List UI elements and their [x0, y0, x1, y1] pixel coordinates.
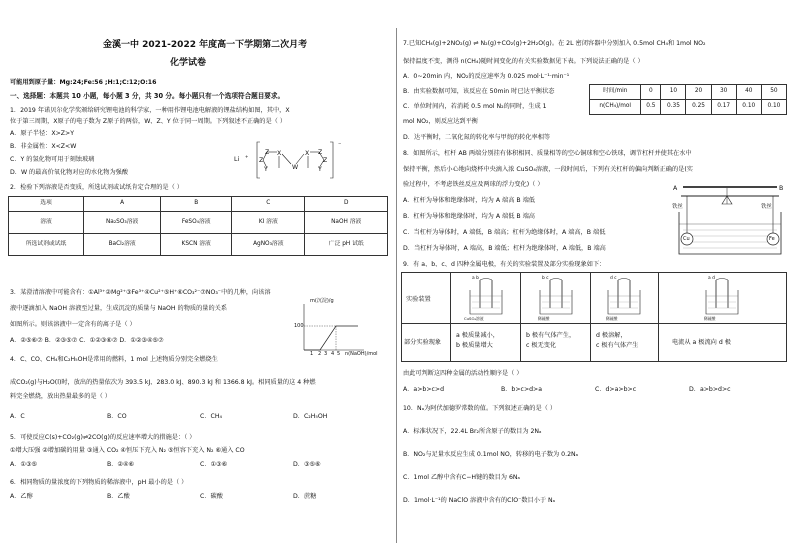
q9-beaker-4	[700, 278, 744, 318]
q1-option-b: B．非金属性：X<Z<W	[10, 143, 77, 150]
q3-options: A．②⑤⑥⑦ B．②③⑤⑦ C．①②③⑥⑦ D．①②③④⑤⑦	[10, 337, 164, 344]
q2-table	[8, 196, 388, 256]
q2-r2c4: 广泛 pH 试纸	[305, 234, 388, 256]
q9-label-device: 实验装置	[406, 296, 431, 303]
q6-option-a: A．乙醇	[10, 493, 33, 500]
q7-h5: 40	[736, 85, 761, 100]
q9-electrodes-4: a d	[708, 276, 715, 281]
q8-option-a: A．杠杆为导体和绝缘体时，均为 A 端高 B 端低	[403, 197, 535, 204]
graph-xtick-2: 2	[318, 351, 322, 357]
q9-label-phenomenon: 部分实验现象	[404, 339, 442, 346]
q7-line2: 保持温度不变，测得 n(CH₄)随时间变化的有关实验数据见下表。下列说法正确的是（ ）	[403, 58, 644, 65]
q6-option-d: D．蔗糖	[293, 493, 317, 500]
q2-r1c4: NaOH 溶液	[305, 212, 388, 234]
q5-option-a: A．①③⑤	[10, 461, 38, 468]
graph-xtick-3: 3	[324, 351, 328, 357]
q5-line2: ①增大压强 ②增加碳的用量 ③通入 CO₂ ④恒压下充入 N₂ ⑤恒容下充入 N₂ ⑥通入 CO	[10, 447, 245, 454]
q7-h3: 20	[686, 85, 711, 100]
q7-r6: 0.10	[761, 100, 786, 115]
q2-row1	[9, 212, 388, 234]
q8-option-d: D．当杠杆为导体时，A 端高，B 端低；杠杆为绝缘体时，A 端低，B 端高	[403, 245, 606, 252]
q10-option-b: B．NO₂与足量水反应生成 0.1mol NO，转移的电子数为 0.2Nₐ	[403, 451, 579, 458]
q9-phenomenon-1: a 极质量减小， b 极质量增大	[456, 332, 499, 349]
q7-h6: 50	[761, 85, 786, 100]
q9-beaker-1	[464, 278, 508, 318]
q7-h2: 10	[661, 85, 686, 100]
q9-line2: 由此可判断这四种金属的活动性顺序是（ ）	[403, 370, 523, 377]
q8-option-c: C．当杠杆为导体时，A 端低，B 端高；杠杆为绝缘体时，A 端高，B 端低	[403, 229, 606, 236]
structure-y2: Y	[318, 166, 322, 173]
fig-cu-ball: Cu	[683, 236, 690, 242]
q7-h1: 0	[641, 85, 661, 100]
q3-line2: 液中逐滴加入 NaOH 溶液至过量，生成沉淀的质量与 NaOH 的物质的量的关系	[10, 305, 228, 312]
structure-li-label: Li	[234, 156, 240, 163]
q2-r1c1: Na₂SO₃溶液	[84, 212, 161, 234]
q9-option-c: C．d>a>b>c	[595, 386, 637, 393]
q2-stem: 2．检验下列溶液是否变质，所选试剂或试纸肯定合理的是（ ）	[10, 184, 183, 191]
q7-r4: 0.17	[711, 100, 736, 115]
q9-beaker-3	[602, 278, 646, 318]
q9-phenomenon-3: d 极溶解， c 极有气体产生	[596, 332, 639, 349]
q10-option-d: D．1mol·L⁻¹的 NaClO 溶液中含有的ClO⁻数目小于 Nₐ	[403, 497, 556, 504]
graph-xlabel: n(NaOH)/mol	[345, 351, 378, 357]
q2-r1c2: FeSO₄溶液	[161, 212, 232, 234]
q9-electrodes-1: a b	[472, 276, 479, 281]
q9-phenomenon-4: 电流从 a 极流向 d 极	[672, 339, 731, 346]
q4-option-b: B．CO	[107, 413, 127, 420]
q9-electrodes-3: d c	[610, 276, 617, 281]
q7-time-row	[590, 85, 787, 100]
q3-precipitate-graph	[292, 298, 372, 358]
column-divider	[396, 28, 397, 543]
q2-r1c3: KI 溶液	[232, 212, 305, 234]
q7-option-d: D．达平衡时，二氧化氮的转化率与甲烷的转化率相等	[403, 134, 551, 141]
structure-li-charge: +	[245, 154, 249, 159]
q7-r3: 0.25	[686, 100, 711, 115]
fig-label-a: A	[673, 185, 678, 192]
q9-option-b: B．b>c>d>a	[501, 386, 543, 393]
q10-option-a: A．标准状况下，22.4L Br₂所含原子的数目为 2Nₐ	[403, 428, 542, 435]
q9-solution-1: CuSO₄溶液	[464, 316, 484, 321]
q10-line1: 10．Nₐ为阿伏加德罗常数的值。下列叙述正确的是（ ）	[403, 405, 557, 412]
structure-z4: Z	[323, 157, 328, 164]
structure-z3: Z	[318, 149, 323, 156]
q7-r2: 0.35	[661, 100, 686, 115]
q4-option-d: D．C₂H₅OH	[293, 413, 328, 420]
q8-line2: 保持平衡，然后小心地向烧杯中央滴入浓 CuSO₄溶液，一段时间后，下列有关杠杆的偏向判断正确的是(实	[403, 166, 693, 173]
q9-phenomenon-2: b 极有气体产生， c 极无变化	[526, 332, 576, 349]
q1-option-a: A．原子半径：X>Z>Y	[10, 130, 74, 137]
q1-line2: 位于第三周期，X原子的电子数为 Z原子的两倍，W、Z、Y 位于同一周期。下列叙述不正确的是（ ）	[10, 118, 287, 125]
q7-r5: 0.10	[736, 100, 761, 115]
q7-line1: 7.已知CH₄(g)+2NO₂(g) ⇌ N₂(g)+CO₂(g)+2H₂O(g)。在 2L 密闭容器中分别加入 0.5mol CH₄和 1mol NO₂	[403, 40, 706, 47]
q2-h4: D	[305, 197, 388, 212]
section-heading: 一、选择题：本题共 10 小题，每小题 3 分，共 30 分。每小题只有一个选项符合题目要求。	[10, 92, 285, 100]
q1-line1: 1．2019 年诺贝尔化学奖颁给研究锂电池的科学家，一种用作锂电池电解液的锂盐结构如图，其中，X	[10, 107, 290, 114]
structure-x2: X	[305, 150, 310, 157]
q9-solution-3: 稀硫酸	[606, 316, 618, 321]
q10-option-c: C．1mol 乙醇中含有C−H键的数目为 6Nₐ	[403, 474, 520, 481]
q2-r1c0: 溶液	[9, 212, 84, 234]
fig-fe-ball: Fe	[769, 236, 775, 242]
q6-line1: 6．相同物质的量浓度的下列物质的稀溶液中，pH 最小的是（ ）	[10, 479, 188, 486]
structure-z2: Z	[259, 157, 264, 164]
graph-xtick-5: 5	[337, 351, 341, 357]
exam-title: 金溪一中 2021-2022 年度高一下学期第二次月考	[103, 40, 308, 50]
q2-r2c0: 所选试剂或试纸	[9, 234, 84, 256]
q3-line3: 如图所示。则该溶液中一定含有的离子是（ ）	[10, 321, 136, 328]
q8-line3: 验过程中，不考虑铁丝反应及两球的浮力变化)（ ）	[403, 181, 544, 188]
q2-r2c2: KSCN 溶液	[161, 234, 232, 256]
q3-line1: 3．某澄清溶液中可能含有：①Al³⁺②Mg²⁺③Fe³⁺④Cu²⁺⑤H⁺⑥CO₃²⁻⑦NO₃⁻中的几种，向该溶	[10, 289, 271, 296]
q5-option-c: C．①③⑥	[200, 461, 228, 468]
q4-option-c: C．CH₄	[200, 413, 222, 420]
q2-h2: B	[161, 197, 232, 212]
q5-option-d: D．③⑤⑥	[293, 461, 321, 468]
lithium-salt-structure	[230, 140, 350, 180]
structure-anion-charge: −	[338, 141, 342, 146]
q7-h4: 30	[711, 85, 736, 100]
q4-option-a: A．C	[10, 413, 25, 420]
q2-r2c1: BaCl₂溶液	[84, 234, 161, 256]
q9-option-d: D．a>b>d>c	[689, 386, 731, 393]
q6-option-b: B．乙酸	[107, 493, 130, 500]
graph-ylabel: m(沉淀)/g	[310, 298, 334, 304]
q2-r2c3: AgNO₃溶液	[232, 234, 305, 256]
q7-table	[589, 84, 787, 115]
q7-option-c-line2: mol NO₂，则反应达到平衡	[403, 118, 478, 125]
q2-row2	[9, 234, 388, 256]
structure-z1: Z	[265, 149, 270, 156]
q9-line1: 9．有 a、b、c、d 四种金属电极，有关的实验装置及部分实验现象如下：	[403, 261, 606, 268]
q2-h3: C	[232, 197, 305, 212]
q7-option-c-line1: C．单位时间内，若消耗 0.5 mol N₂的同时，生成 1	[403, 103, 547, 110]
q7-h0: 时间/min	[590, 85, 641, 100]
q4-line1: 4．C、CO、CH₄和C₂H₅OH是常用的燃料，1 mol 上述物质分别完全燃烧生	[10, 356, 218, 363]
q7-r1: 0.5	[641, 100, 661, 115]
q7-ch4-row	[590, 100, 787, 115]
q1-option-d: D．W 的最高价氧化物对应的水化物为强酸	[10, 169, 129, 176]
atomic-masses: 可能用到原子量：Mg:24;Fe:56 ;H:1;C:12;O:16	[10, 79, 157, 86]
structure-x1: X	[277, 150, 282, 157]
fig-iron-right: 铁丝	[761, 204, 772, 210]
q9-beaker-2	[534, 278, 578, 318]
q7-r0: n(CH₄)/mol	[590, 100, 641, 115]
q2-h1: A	[84, 197, 161, 212]
q9-solution-2: 稀硫酸	[538, 316, 550, 321]
q5-option-b: B．②④⑥	[107, 461, 135, 468]
q4-line2: 成CO₂(g)与H₂O(l)时，放出的热量依次为 393.5 kJ、283.0 kJ、890.3 kJ 和 1366.8 kJ。相同质量的这 4 种燃	[10, 379, 316, 386]
q7-option-b: B．由实验数据可知，该反应在 50min 时已达平衡状态	[403, 88, 555, 95]
structure-w: W	[292, 164, 299, 171]
graph-y100: 100	[294, 323, 304, 329]
q4-line3: 料完全燃烧，放出热量最多的是（ ）	[10, 393, 111, 400]
graph-xtick-4: 4	[331, 351, 335, 357]
fig-label-b: B	[779, 185, 784, 192]
q8-lever-figure	[675, 184, 785, 256]
q7-option-a: A．0~20min 内，NO₂的反应速率为 0.025 mol·L⁻¹·min⁻¹	[403, 73, 570, 80]
q8-option-b: B．杠杆为导体和绝缘体时，均为 A 端低 B 端高	[403, 213, 535, 220]
q9-solution-4: 稀硫酸	[704, 316, 716, 321]
structure-y1: Y	[264, 166, 268, 173]
q5-line1: 5．可使反应C(s)+CO₂(g)⇌2CO(g)的反应速率增大的措施是：（ ）	[10, 434, 196, 441]
graph-xtick-1: 1	[310, 351, 314, 357]
q6-option-c: C．碳酸	[200, 493, 223, 500]
exam-subtitle: 化学试卷	[170, 58, 207, 68]
q9-table	[401, 272, 787, 362]
q1-option-c: C．Y 的氢化物可用于刻蚀玻璃	[10, 156, 95, 163]
fig-iron-left: 铁丝	[672, 204, 683, 210]
q2-h0: 选项	[9, 197, 84, 212]
q2-header-row	[9, 197, 388, 212]
q9-option-a: A．a>b>c>d	[403, 386, 445, 393]
q8-line1: 8．如图所示，杠杆 AB 两端分别挂有体积相同、质量相等的空心铜球和空心铁球，调节杠杆并使其在水中	[403, 150, 692, 157]
q9-electrodes-2: b c	[542, 276, 549, 281]
